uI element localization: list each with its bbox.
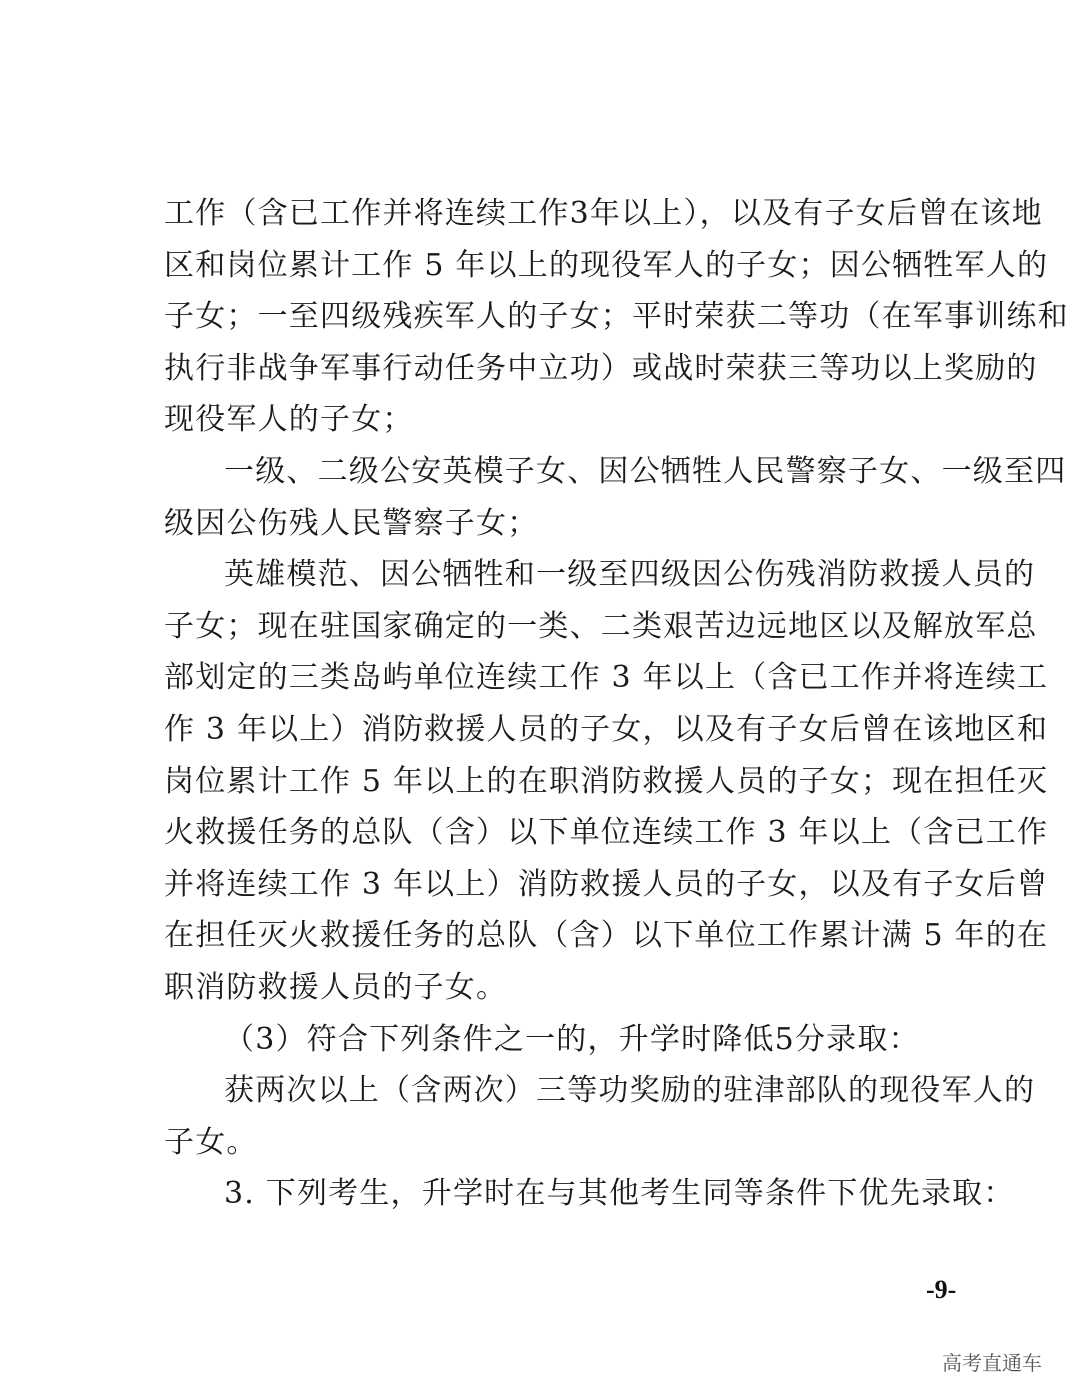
text-line: 部划定的三类岛屿单位连续工作 3 年以上（含已工作并将连续工 [164,660,1049,696]
text-line: 作 3 年以上）消防救援人员的子女，以及有子女后曾在该地区和 [164,711,1049,747]
watermark: 高考直通车 [942,1351,1042,1375]
paragraph-start-line: 英雄模范、因公牺牲和一级至四级因公伤残消防救援人员的 [224,557,1036,593]
paragraph-start-line: 一级、二级公安英模子女、因公牺牲人民警察子女、一级至四 [224,453,1067,489]
text-line: 工作（含已工作并将连续工作3年以上），以及有子女后曾在该地 [164,196,1043,231]
text-line: 子女；现在驻国家确定的一类、二类艰苦边远地区以及解放军总 [164,608,1038,644]
text-line: 火救援任务的总队（含）以下单位连续工作 3 年以上（含已工作 [164,815,1049,851]
text-line: 现役军人的子女； [164,402,414,438]
text-line: 并将连续工作 3 年以上）消防救援人员的子女，以及有子女后曾 [164,866,1049,902]
section-heading-line: 3. 下列考生，升学时在与其他考生同等条件下优先录取： [224,1176,1015,1212]
paragraph-start-line: 获两次以上（含两次）三等功奖励的驻津部队的现役军人的 [224,1073,1036,1109]
page-number: -9- [926,1275,957,1304]
text-line: 职消防救援人员的子女。 [164,969,508,1005]
text-line: 级因公伤残人民警察子女； [164,505,539,541]
text-line: 在担任灭火救援任务的总队（含）以下单位工作累计满 5 年的在 [164,918,1049,954]
text-line: 执行非战争军事行动任务中立功）或战时荣获三等功以上奖励的 [164,350,1038,386]
section-heading-line: （3）符合下列条件之一的，升学时降低5分录取： [224,1021,920,1057]
document-body [164,188,1069,1220]
text-line: 岗位累计工作 5 年以上的在职消防救援人员的子女；现在担任灭 [164,763,1049,799]
text-line: 子女。 [164,1124,258,1160]
text-line: 区和岗位累计工作 5 年以上的现役军人的子女；因公牺牲军人的 [164,247,1049,283]
text-line: 子女；一至四级残疾军人的子女；平时荣获二等功（在军事训练和 [164,299,1069,335]
